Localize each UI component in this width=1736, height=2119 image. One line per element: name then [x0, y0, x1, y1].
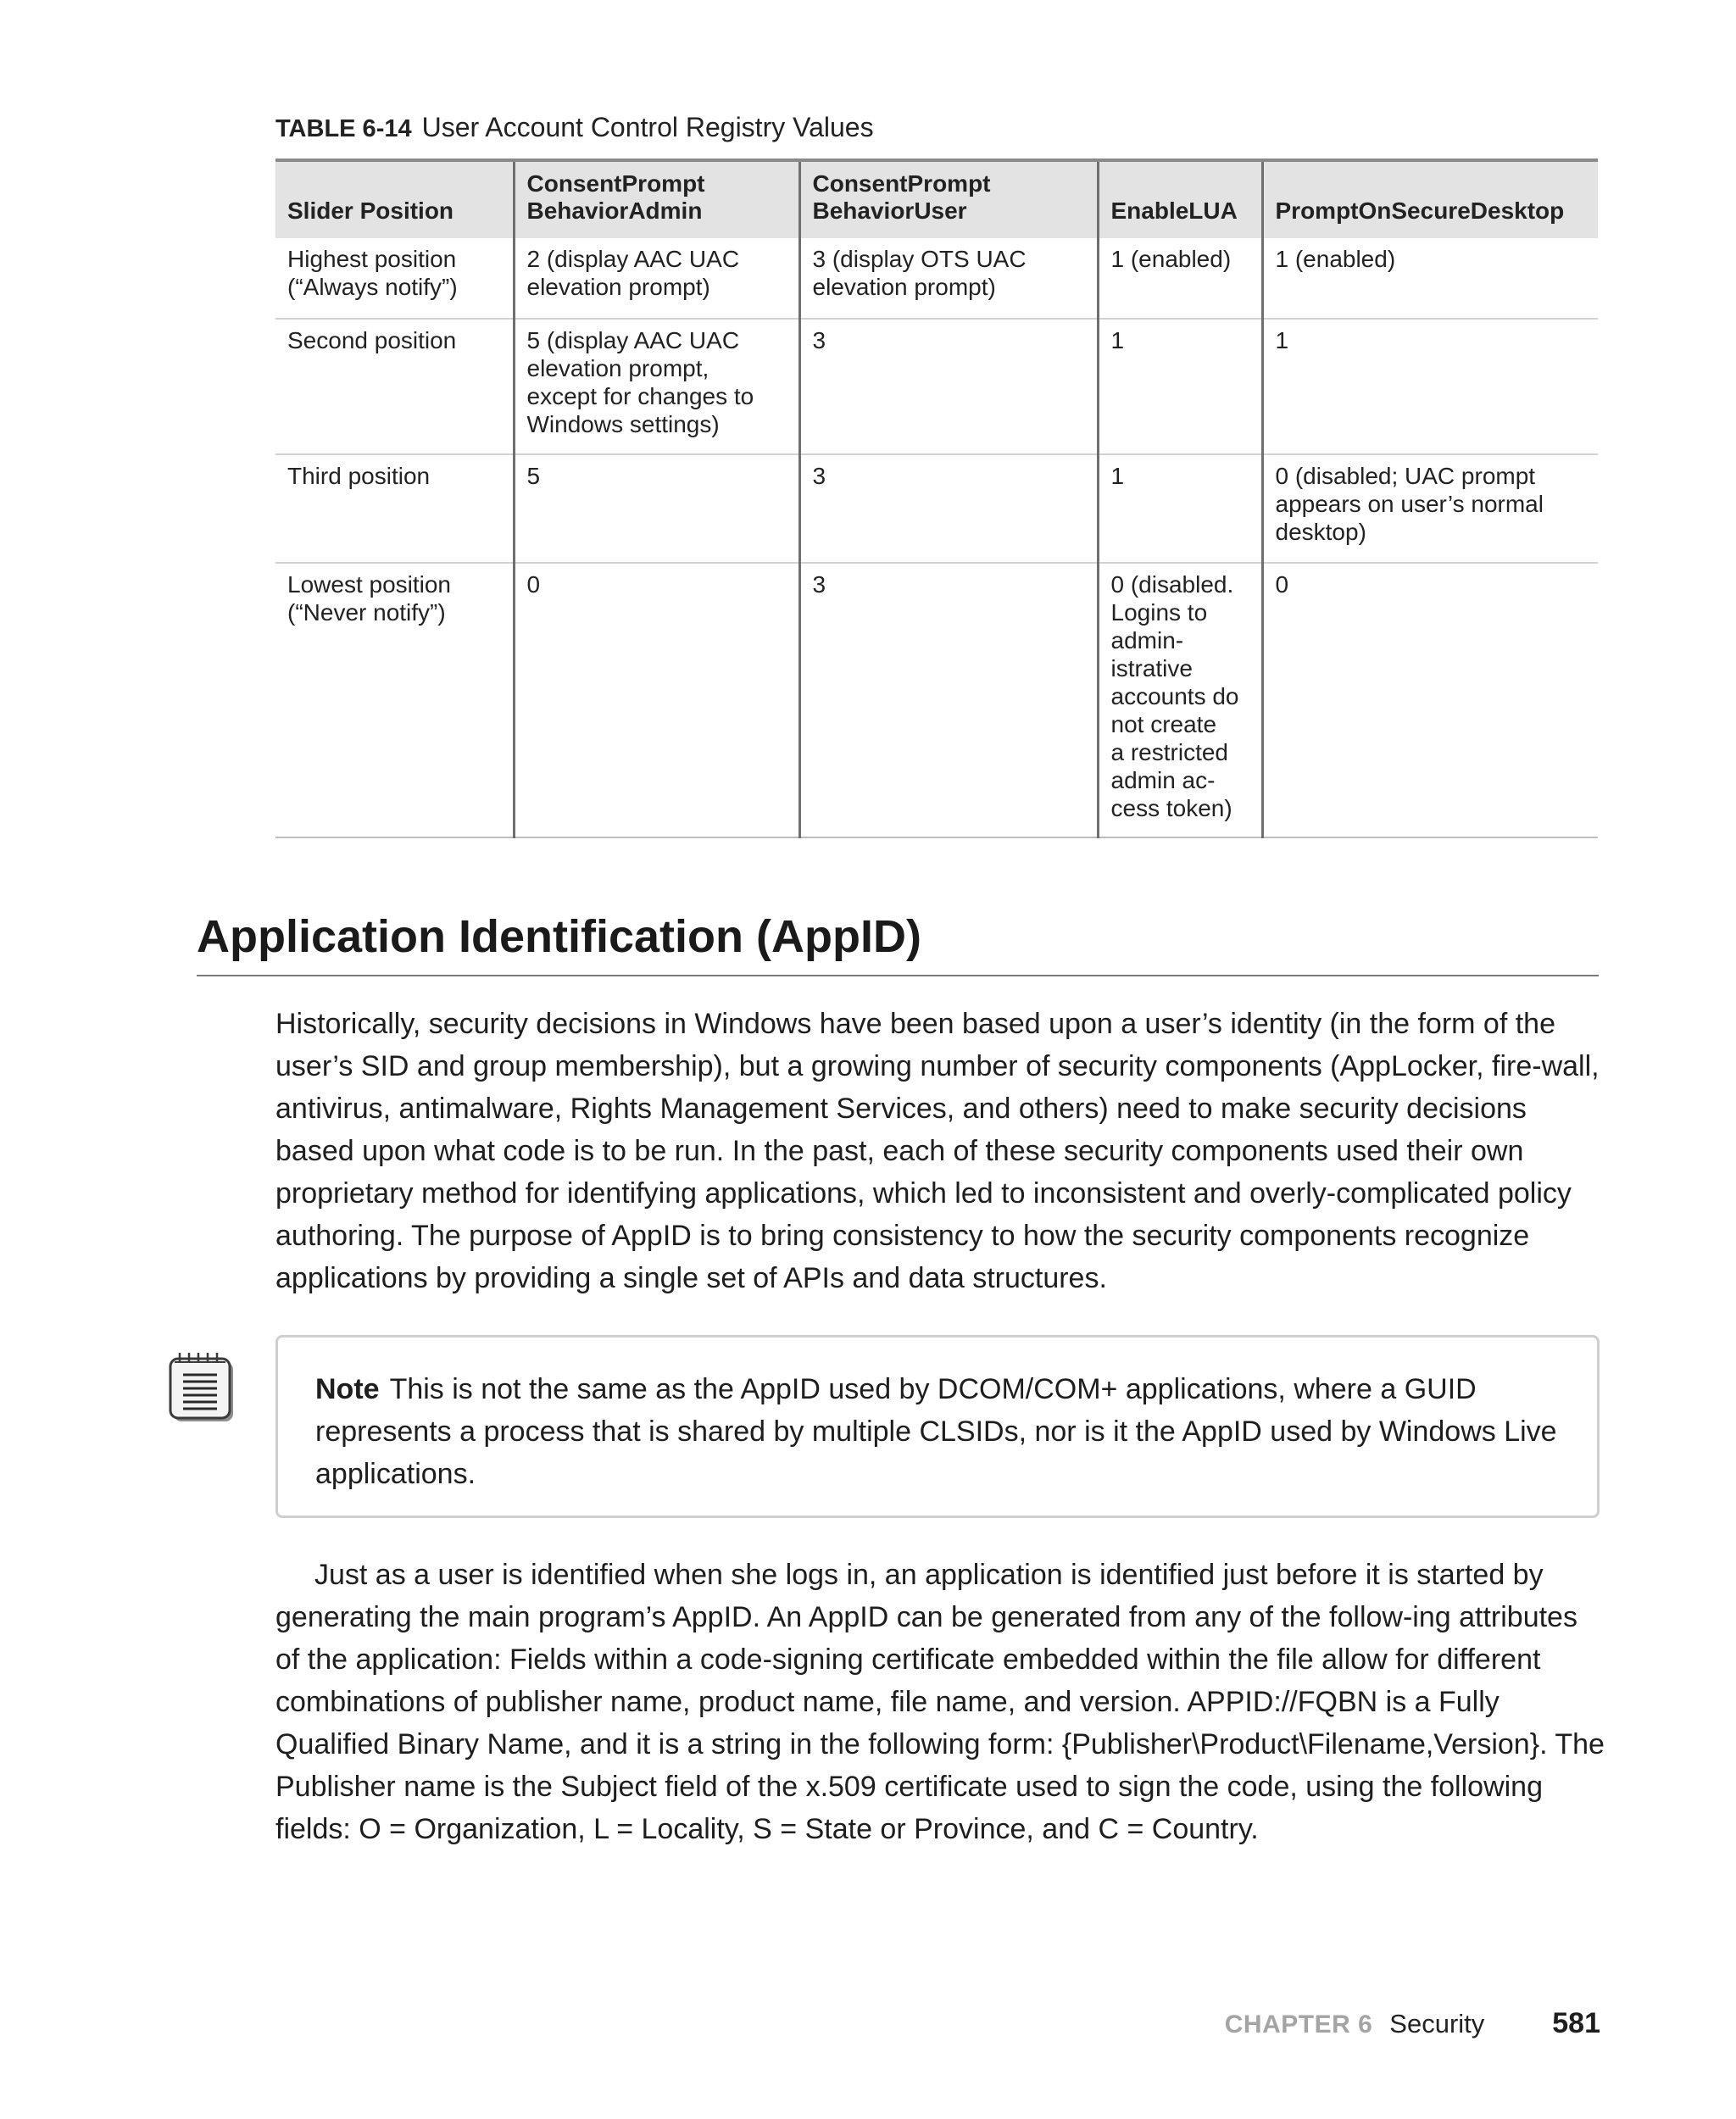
table-cell: Third position: [275, 454, 514, 563]
table-caption-title: User Account Control Registry Values: [421, 112, 874, 142]
table-cell: 1: [1098, 454, 1262, 563]
table-cell: 1 (enabled): [1262, 238, 1598, 319]
table-row: [275, 454, 1598, 563]
table-cell: Highest position (“Always notify”): [275, 238, 514, 319]
table-cell: 5 (display AAC UAC elevation prompt, except for changes to Windows settings): [514, 319, 799, 454]
footer-chapter-title: Security: [1389, 2009, 1485, 2038]
table-cell: 3: [799, 454, 1098, 563]
table-cell: 3: [799, 319, 1098, 454]
table-row: [275, 238, 1598, 319]
header-consent-prompt-behavior-user: ConsentPrompt BehaviorUser: [799, 160, 1098, 238]
table-cell: 5: [514, 454, 799, 563]
table-cell: 0 (disabled. Logins to admin- istrative accounts do not create a restricted admin ac- cess token): [1098, 563, 1262, 837]
header-consent-prompt-behavior-admin: ConsentPrompt BehaviorAdmin: [514, 160, 799, 238]
uac-registry-table: [275, 159, 1598, 838]
table-cell: Second position: [275, 319, 514, 454]
table-cell: 0: [514, 563, 799, 837]
table-cell: 1: [1098, 319, 1262, 454]
table-row: [275, 563, 1598, 837]
table-cell: 3: [799, 563, 1098, 837]
page-number: 581: [1552, 2007, 1600, 2039]
section-heading: Application Identification (AppID): [197, 905, 1599, 976]
note-box: [275, 1335, 1600, 1518]
note-label: Note: [315, 1373, 380, 1405]
header-prompt-on-secure-desktop: PromptOnSecureDesktop: [1262, 160, 1598, 238]
table-row: [275, 319, 1598, 454]
table-cell: 2 (display AAC UAC elevation prompt): [514, 238, 799, 319]
table-cell: 1 (enabled): [1098, 238, 1262, 319]
body-paragraph-2: Just as a user is identified when she logs in, an application is identified just before it is started by generating the main program’s AppID. An AppID can be generated from any of the follow-ing attributes of the application: Fields within a code-signing certificate embedded within the file allow for different combinations of publisher name, product name, file name, and version. APPID://FQBN is a Fully Qualified Binary Name, and it is a string in the following form: {Publisher\Product\Filename,Version}. The Publisher name is the Subject field of the x.509 certificate used to sign the code, using the following fields: O = Organization, L = Locality, S = State or Province, and C = Country.: [275, 1559, 1605, 1845]
header-slider-position: Slider Position: [275, 160, 514, 238]
table-cell: 3 (display OTS UAC elevation prompt): [799, 238, 1098, 319]
header-enable-lua: EnableLUA: [1098, 160, 1262, 238]
page-footer: [1187, 2007, 1600, 2040]
table-cell: Lowest position (“Never notify”): [275, 563, 514, 837]
table-cell: 0: [1262, 563, 1598, 837]
note-text: This is not the same as the AppID used by DCOM/COM+ applications, where a GUID represents a process that is shared by multiple CLSIDs, nor is it the AppID used by Windows Live applications.: [315, 1373, 1557, 1490]
table-caption-label: TABLE 6-14: [275, 115, 412, 142]
table-header-row: [275, 160, 1598, 238]
table-cell: 0 (disabled; UAC prompt appears on user’s normal desktop): [1262, 454, 1598, 563]
table-caption: [275, 108, 874, 147]
table-cell: 1: [1262, 319, 1598, 454]
notepad-icon: [168, 1351, 237, 1424]
body-paragraph-1: Historically, security decisions in Windows have been based upon a user’s identity (in the form of the user’s SID and group membership), but a growing number of security components (AppLocker, fire-wall, antivirus, antimalware, Rights Management Services, and others) need to make security decisions based upon what code is to be run. In the past, each of these security components used their own proprietary method for identifying applications, which led to inconsistent and overly-complicated policy authoring. The purpose of AppID is to bring consistency to how the security components recognize applications by providing a single set of APIs and data structures.: [275, 1008, 1600, 1294]
footer-chapter: CHAPTER 6: [1224, 2011, 1373, 2038]
